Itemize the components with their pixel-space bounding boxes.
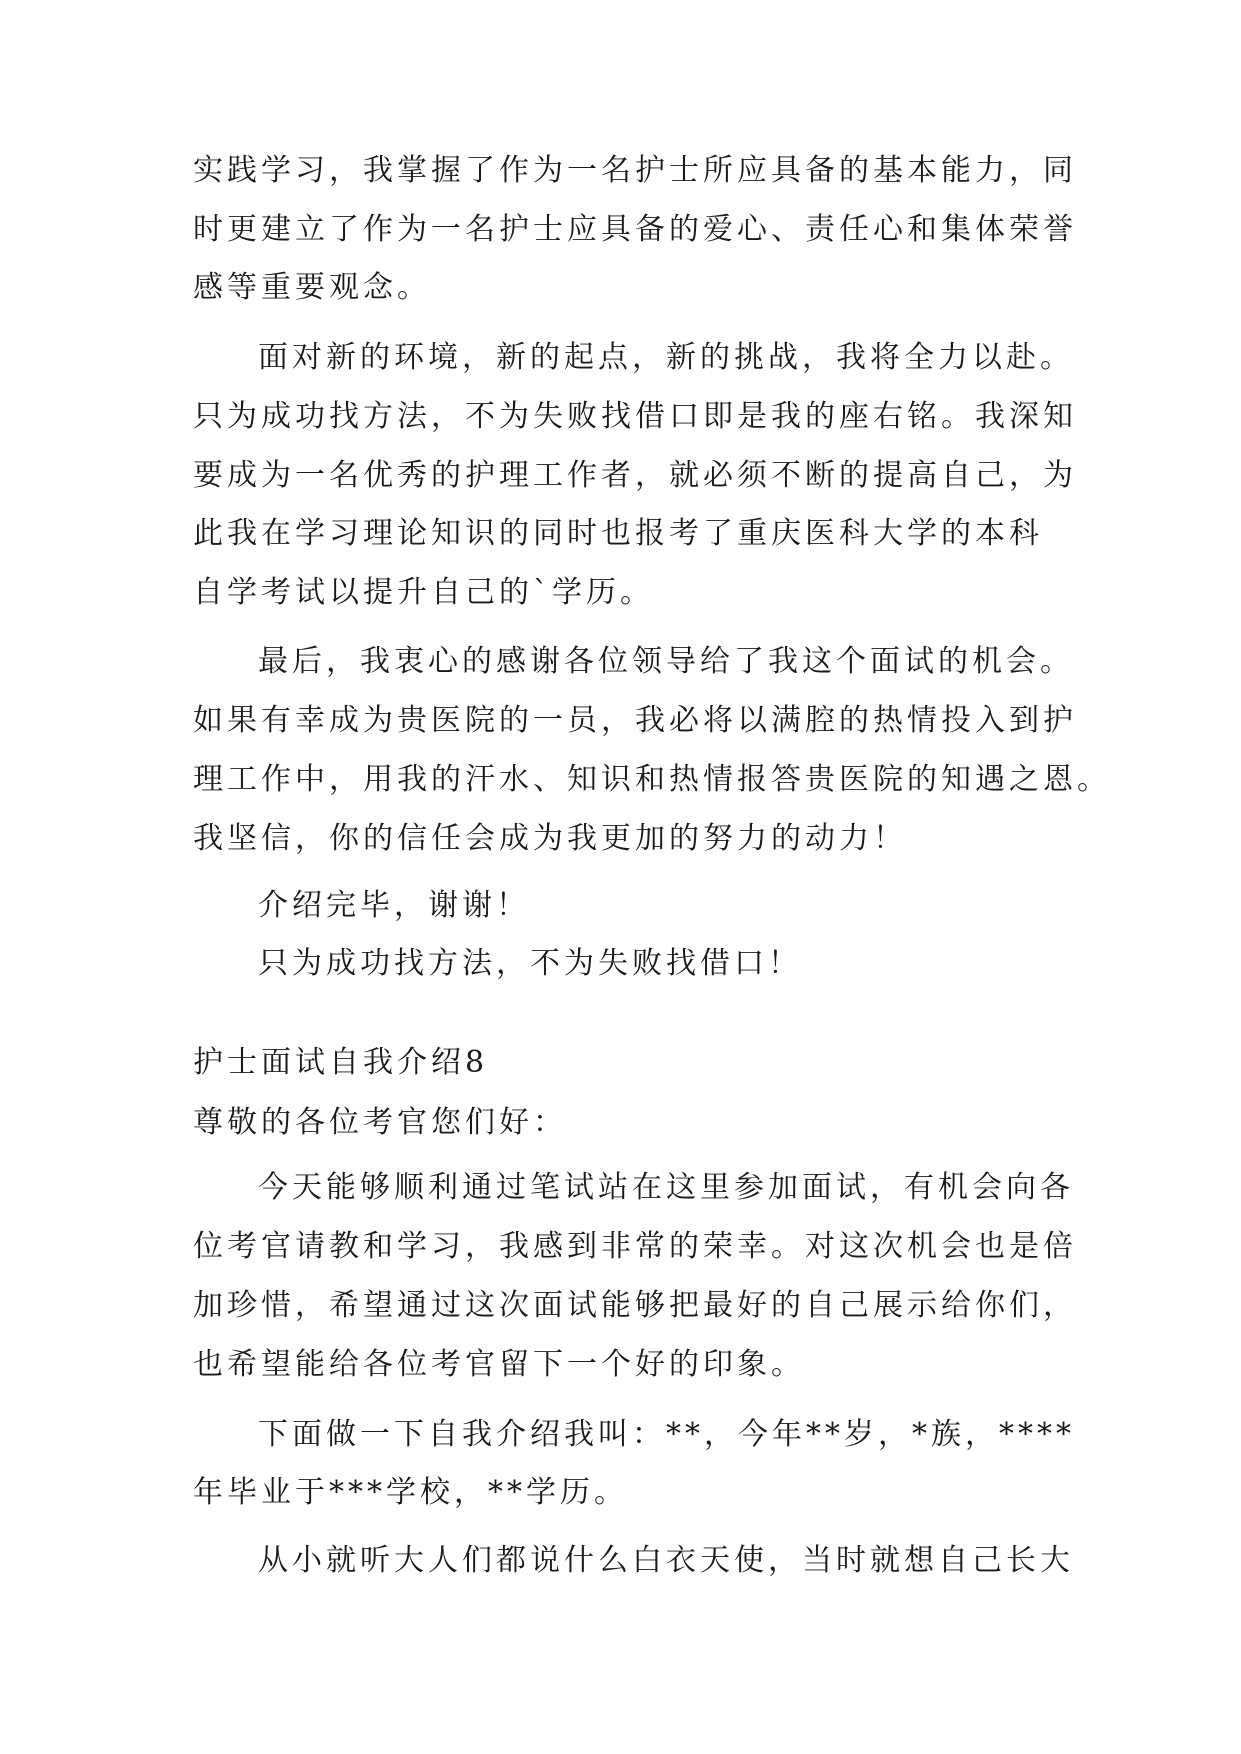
paragraph-line: 要成为一名优秀的护理工作者，就必须不断的提高自己，为	[193, 458, 1077, 493]
paragraph-line: 今天能够顺利通过笔试站在这里参加面试，有机会向各	[258, 1170, 1074, 1205]
paragraph-line: 如果有幸成为贵医院的一员，我必将以满腔的热情投入到护	[193, 703, 1077, 738]
paragraph-line: 下面做一下自我介绍我叫：**，今年**岁，*族，****	[258, 1417, 1075, 1452]
paragraph-line: 理工作中，用我的汗水、知识和热情报答贵医院的知遇之恩。	[193, 762, 1111, 797]
paragraph-line: 时更建立了作为一名护士应具备的爱心、责任心和集体荣誉	[193, 212, 1077, 247]
paragraph-line: 面对新的环境，新的起点，新的挑战，我将全力以赴。	[258, 340, 1074, 375]
paragraph-line: 我坚信，你的信任会成为我更加的努力的动力！	[193, 821, 907, 856]
paragraph-line: 只为成功找方法，不为失败找借口！	[258, 946, 802, 981]
paragraph-line: 加珍惜，希望通过这次面试能够把最好的自己展示给你们，	[193, 1288, 1077, 1323]
paragraph-line: 自学考试以提升自己的`学历。	[193, 575, 654, 610]
salutation: 尊敬的各位考官您们好：	[193, 1105, 567, 1140]
paragraph-line: 从小就听大人们都说什么白衣天使，当时就想自己长大	[258, 1543, 1074, 1578]
paragraph-line: 感等重要观念。	[193, 270, 431, 305]
paragraph-line: 介绍完毕，谢谢！	[258, 888, 530, 923]
paragraph-line: 位考官请教和学习，我感到非常的荣幸。对这次机会也是倍	[193, 1229, 1077, 1264]
paragraph-line: 实践学习，我掌握了作为一名护士所应具备的基本能力，同	[193, 153, 1077, 188]
paragraph-line: 只为成功找方法，不为失败找借口即是我的座右铭。我深知	[193, 399, 1077, 434]
paragraph-line: 也希望能给各位考官留下一个好的印象。	[193, 1347, 805, 1382]
paragraph-line: 年毕业于***学校，**学历。	[193, 1475, 628, 1510]
section-heading: 护士面试自我介绍8	[193, 1045, 489, 1080]
paragraph-line: 此我在学习理论知识的同时也报考了重庆医科大学的本科	[193, 516, 1043, 551]
paragraph-line: 最后，我衷心的感谢各位领导给了我这个面试的机会。	[258, 644, 1074, 679]
